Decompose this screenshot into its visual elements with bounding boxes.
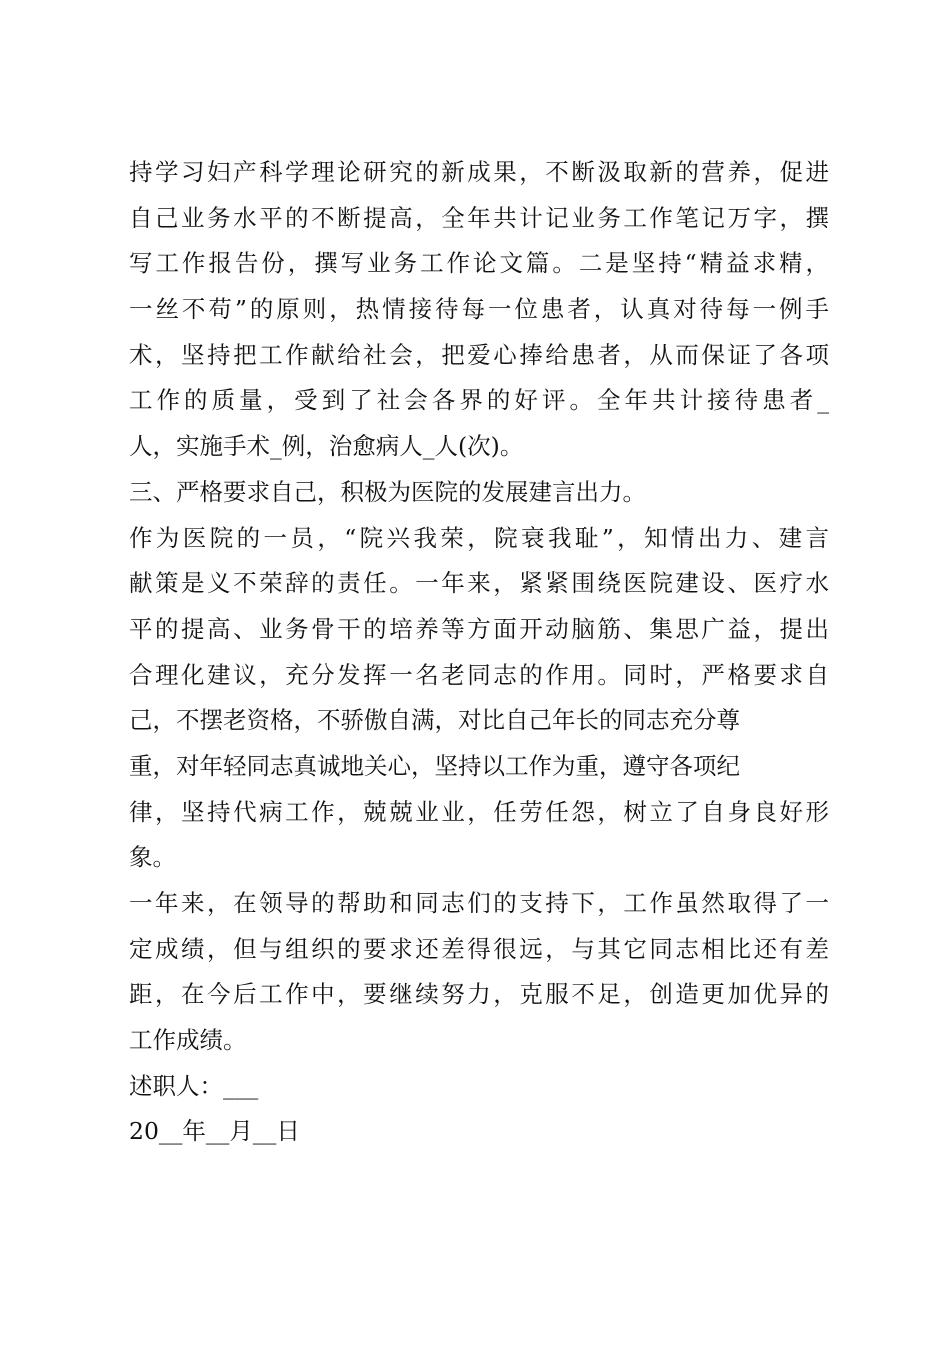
text-line: 合理化建议，充分发挥一名老同志的作用。同时，严格要求自 [129,660,829,689]
text-line: 献策是义不荣辞的责任。一年来，紧紧围绕医院建设、医疗水 [129,569,829,598]
text-line: 人，实施手术_例，治愈病人_人(次)。 [129,432,524,461]
text-line: 己，不摆老资格，不骄傲自满，对比自己年长的同志充分尊 [129,706,740,735]
text-line: 定成绩，但与组织的要求还差得很远，与其它同志相比还有差 [129,934,829,963]
text-line: 持学习妇产科学理论研究的新成果，不断汲取新的营养，促进 [129,158,829,186]
text-line: 一年来，在领导的帮助和同志们的支持下，工作虽然取得了一 [129,889,829,917]
text-line: 一丝不苟”的原则，热情接待每一位患者，认真对待每一例手 [129,295,829,324]
text-line: 写工作报告份，撰写业务工作论文篇。二是坚持“精益求精， [129,249,829,278]
text-line: 作为医院的一员，“院兴我荣，院衰我耻”，知情出力、建言 [129,523,829,552]
document-body [129,150,829,1155]
text-line: 20__年__月__日 [129,1117,300,1146]
text-line: 重，对年轻同志真诚地关心，坚持以工作为重，遵守各项纪 [129,751,740,780]
text-line: 象。 [129,843,176,872]
text-line: 述职人：___ [129,1071,259,1100]
text-line: 平的提高、业务骨干的培养等方面开动脑筋、集思广益，提出 [129,614,829,643]
text-line: 工作成绩。 [129,1026,247,1055]
text-line: 自己业务水平的不断提高，全年共计记业务工作笔记万字，撰 [129,203,829,232]
text-line: 术，坚持把工作献给社会，把爱心捧给患者，从而保证了各项 [129,340,829,369]
text-line: 律，坚持代病工作，兢兢业业，任劳任怨，树立了自身良好形 [129,797,829,826]
text-line: 三、严格要求自己，积极为医院的发展建言出力。 [129,477,646,506]
text-line: 工作的质量，受到了社会各界的好评。全年共计接待患者_ [129,386,829,415]
text-line: 距，在今后工作中，要继续努力，克服不足，创造更加优异的 [129,980,829,1009]
